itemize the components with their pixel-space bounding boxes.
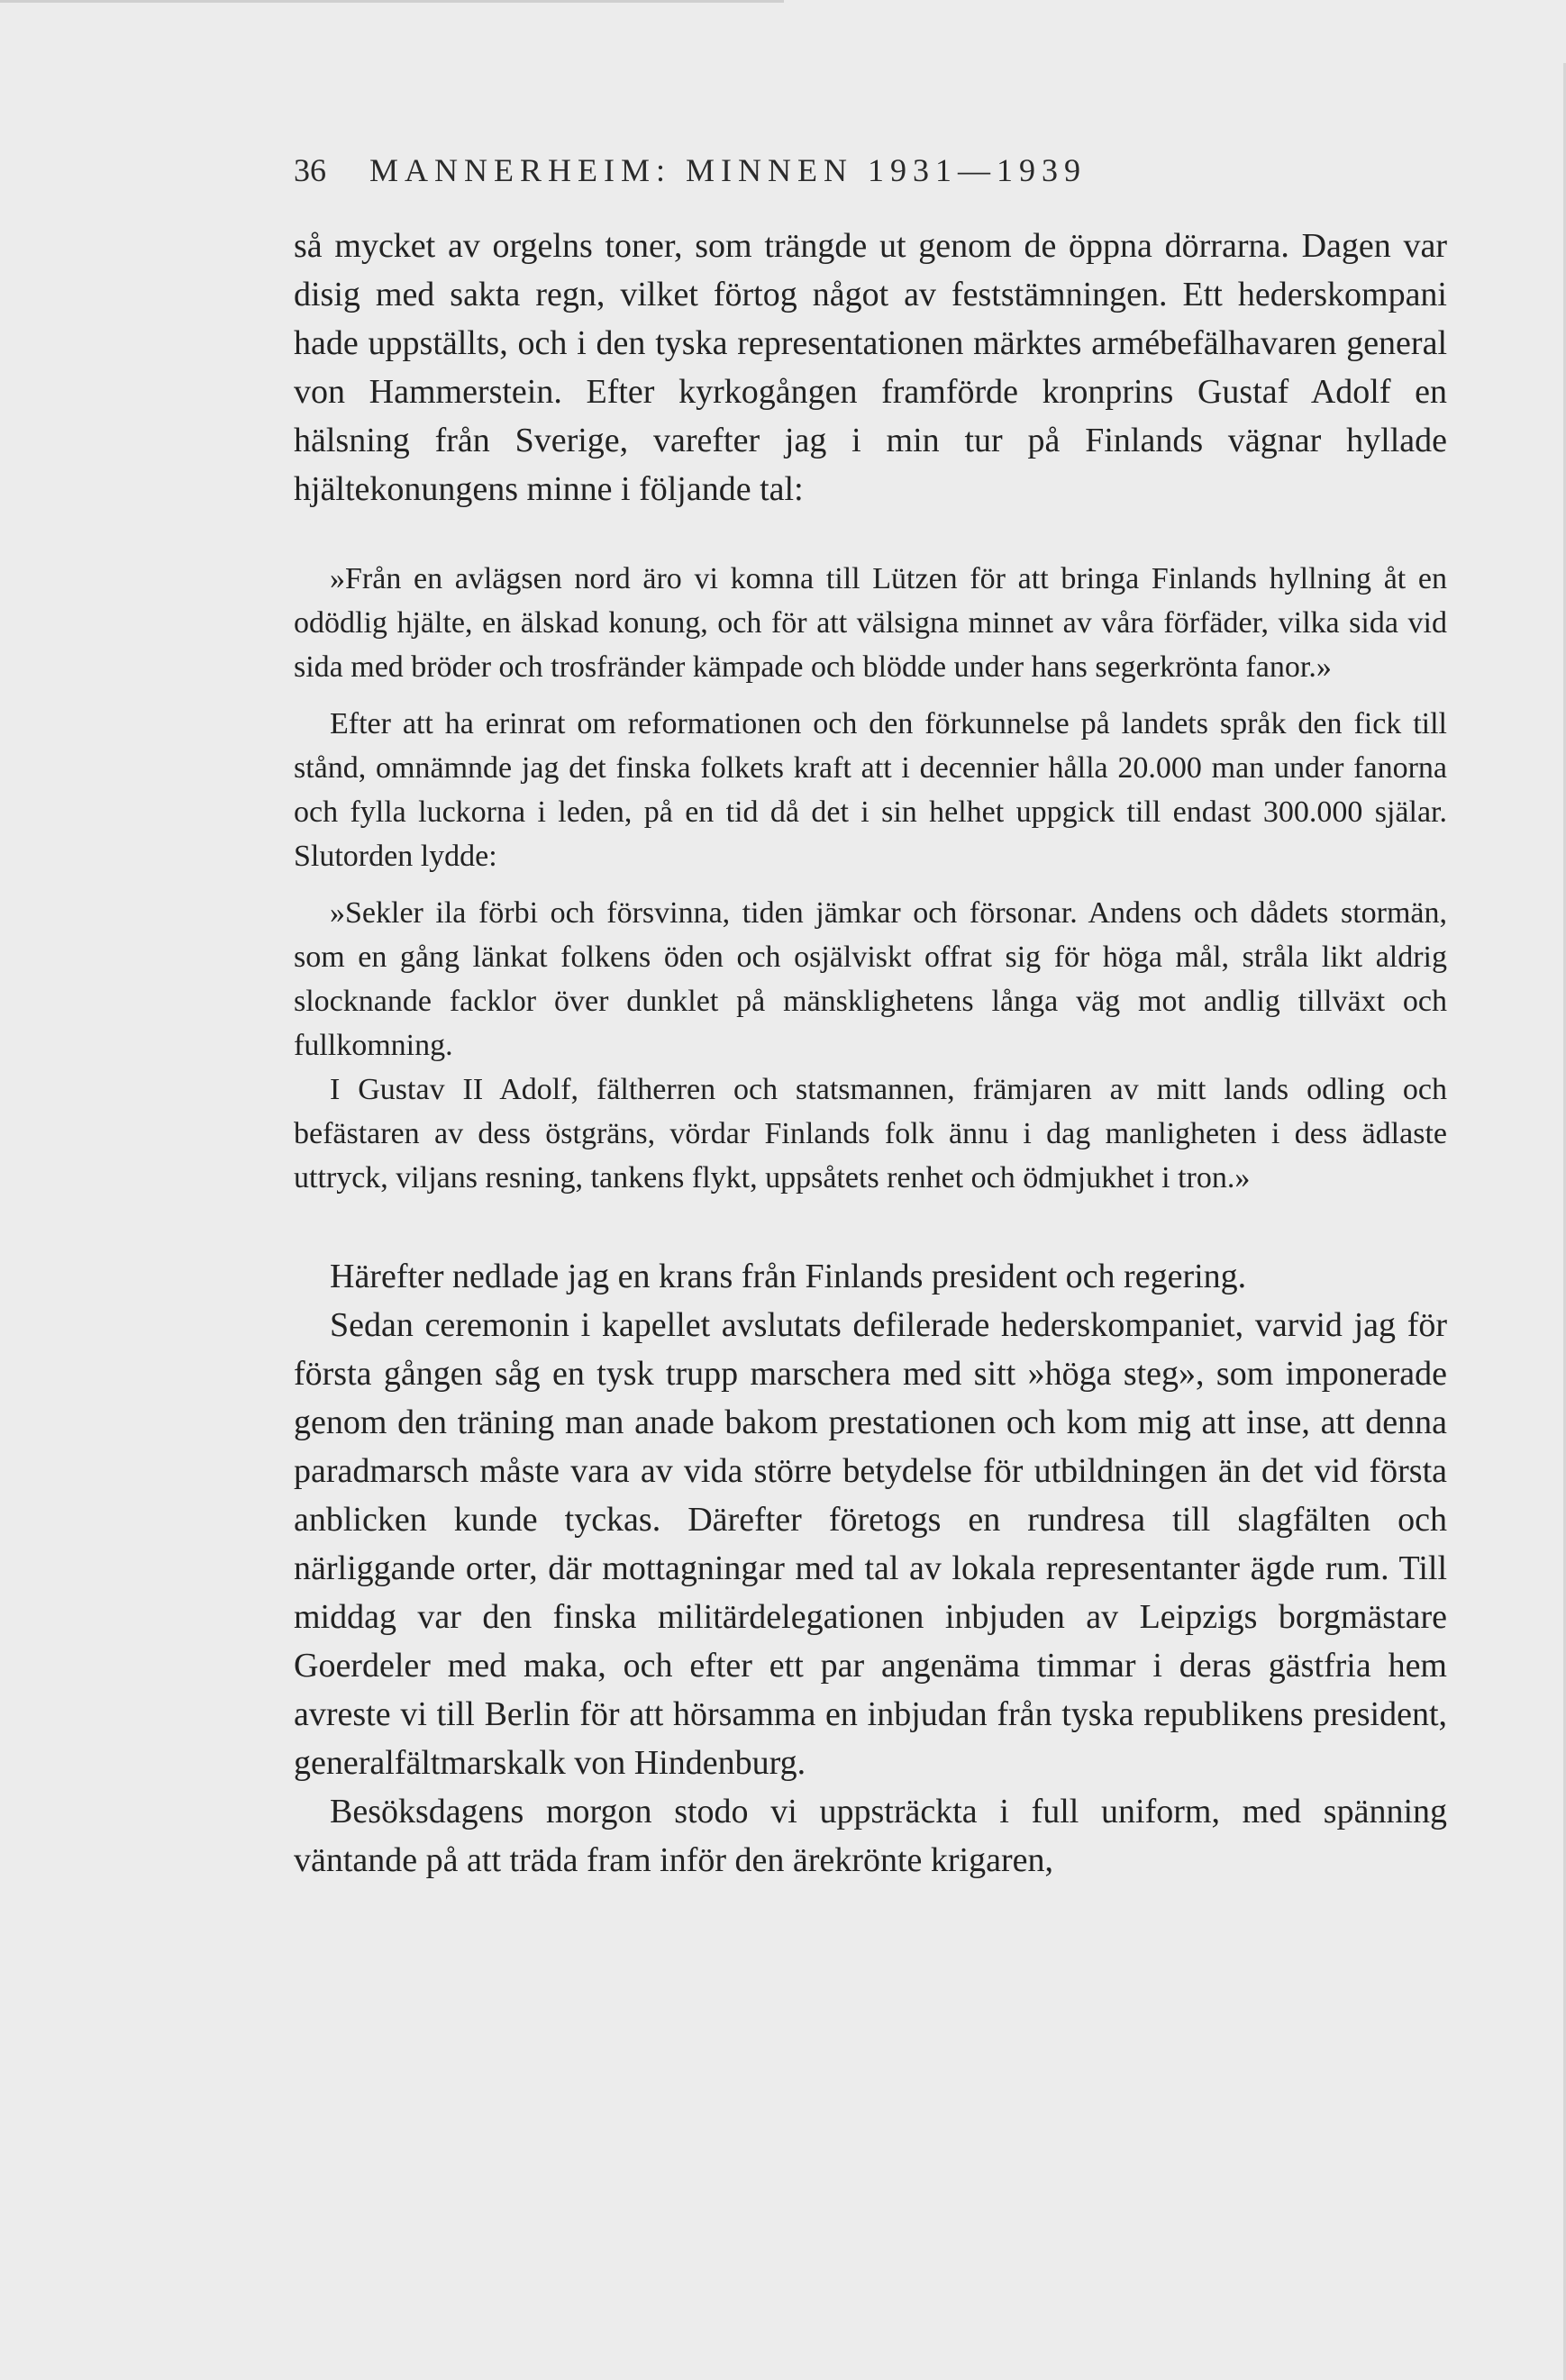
- paragraph: Efter att ha erinrat om reformationen och den förkunnelse på landets språk den fick till stånd, omnämnde jag det finska folkets kraft att i decennier hålla 20.000 man under fanorna och fylla luckorna i leden, på en tid då det i sin helhet uppgick till endast 300.000 själar. Slutorden lydde:: [294, 707, 1447, 873]
- page-number: 36: [294, 152, 326, 188]
- running-title: MANNERHEIM: MINNEN 1931—1939: [369, 152, 1087, 188]
- paragraph: så mycket av orgelns toner, som trängde ut genom de öppna dörrarna. Dagen var disig med sakta regn, vilket förtog något av feststämningen. Ett hederskompani hade uppställts, och i den tyska representationen märktes armébefälhavaren general von Hammerstein. Efter kyrkogången framförde kronprins Gustaf Adolf en hälsning från Sverige, varefter jag i min tur på Finlands vägnar hyllade hjältekonungens minne i följande tal:: [294, 227, 1447, 508]
- paragraph: Härefter nedlade jag en krans från Finlands president och regering.: [330, 1258, 1247, 1295]
- paragraph: Sedan ceremonin i kapellet avslutats defilerade hederskompaniet, varvid jag för första gången såg en tysk trupp marschera med sitt »höga steg», som imponerade genom den träning man anade bakom prestationen och kom mig att inse, att denna paradmarsch måste vara av vida större betydelse för utbildningen än det vid första anblicken kunde tyckas. Därefter företogs en rundresa till slagfälten och närliggande orter, där mottagningar med tal av lokala representanter ägde rum. Till middag var den finska militärdelegationen inbjuden av Leipzigs borgmästare Goerdeler med maka, och efter ett par angenäma timmar i deras gästfria hem avreste vi till Berlin för att hörsamma en inbjudan från tyska republikens president, generalfältmarskalk von Hindenburg.: [294, 1306, 1447, 1782]
- paragraph: Besöksdagens morgon stodo vi uppsträckta i full uniform, med spänning väntande på att träda fram inför den ärekrönte krigaren,: [294, 1793, 1447, 1879]
- scan-edge: [0, 0, 784, 3]
- speech-quote: »Sekler ila förbi och försvinna, tiden jämkar och försonar. Andens och dådets stormän, som en gång länkat folkens öden och osjälviskt offrat sig för höga mål, stråla likt aldrig slocknande facklor över dunklet på mänsklighetens långa väg mot andlig tillväxt och fullkomning.: [294, 896, 1447, 1062]
- running-header: [294, 151, 1447, 189]
- page-body: [294, 222, 1447, 1885]
- speech-quote: I Gustav II Adolf, fältherren och statsmannen, främjaren av mitt lands odling och befästaren av dess östgräns, vördar Finlands folk ännu i dag manligheten i dess ädlaste uttryck, viljans resning, tankens flykt, uppsåtets renhet och ödmjukhet i tron.»: [294, 1073, 1447, 1195]
- speech-quote: »Från en avlägsen nord äro vi komna till Lützen för att bringa Finlands hyllning åt en odödlig hjälte, en älskad konung, och för att välsigna minnet av våra förfäder, vilka sida vid sida med bröder och trosfränder kämpade och blödde under hans segerkrönta fanor.»: [294, 562, 1447, 684]
